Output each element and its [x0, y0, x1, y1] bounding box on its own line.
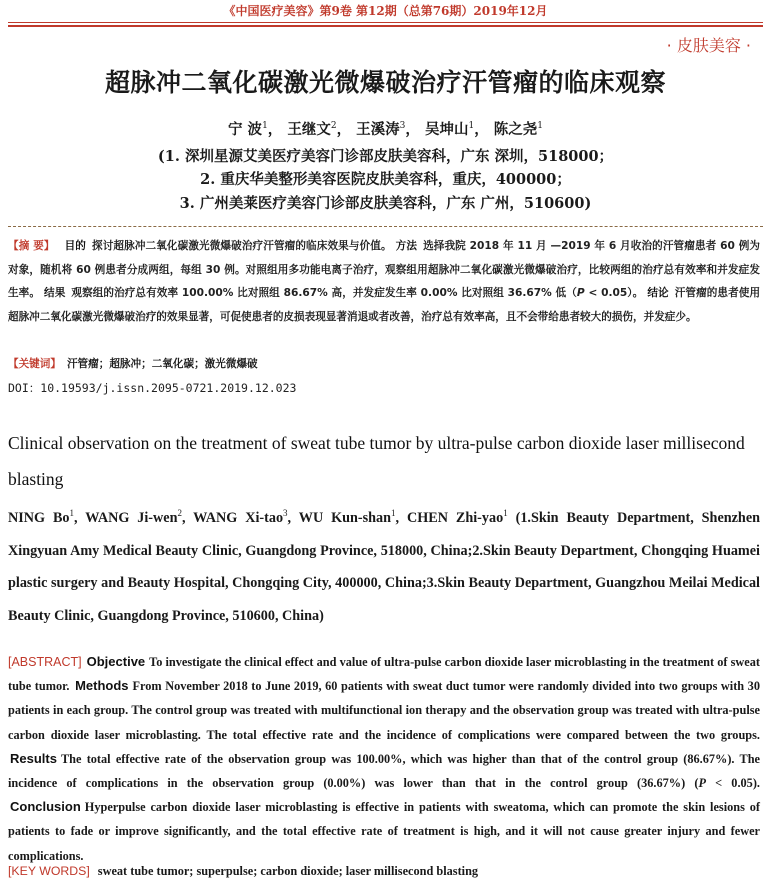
chinese-title: 超脉冲二氧化碳激光微爆破治疗汗管瘤的临床观察 [104, 68, 666, 97]
author-affiliation-mark: 1 [262, 121, 268, 131]
objective-heading: 目的 [64, 240, 87, 252]
author-name: 王继文 [287, 121, 331, 138]
author-name: WANG Xi-tao [193, 510, 284, 526]
author-separator: , [74, 510, 86, 526]
english-authors [8, 497, 760, 632]
conclusion-text: 汗管瘤的患者使用超脉冲二氧化碳激光微爆破治疗的效果显著，可促使患者的皮损表现显著消退或者改善，治疗总有效率高，且不会带给患者较大的损伤，并发症少。 [8, 287, 761, 323]
methods-text: From November 2018 to June 2019, 60 patients with sweat duct tumor were randomly divided into two groups with 30 patients in each group. The control group was treated with multifunctional ion therapy and the observation group was treated with ultra-pulse carbon dioxide laser microblasting. The total effective rate and the incidence of complications were compared between the two groups. [8, 679, 760, 742]
author-affiliation-mark: 1 [537, 121, 543, 131]
p-value-symbol: P [576, 287, 585, 300]
abstract-label: [ABSTRACT] [8, 655, 82, 669]
p-value-symbol: P [698, 776, 706, 791]
author-separator: , [181, 510, 194, 526]
keywords-label: 【关键词】 [8, 358, 61, 370]
chinese-abstract [8, 235, 760, 329]
results-text: The total effective rate of the observation group was 100.00%, which was higher than that of the control group (86.67%). The incidence of complications in the observation group (0.00%) was lower than that in the control group (36.67%) ( [8, 751, 760, 791]
column-tag: · 皮肤美容 · [666, 36, 751, 55]
author-affiliation-mark: 3 [283, 508, 288, 518]
author-name: CHEN Zhi-yao [406, 510, 504, 526]
author-name: WU Kun-shan [298, 510, 392, 526]
author-separator: ， [336, 121, 352, 138]
methods-heading: 方法 [395, 240, 418, 252]
section-divider [8, 226, 763, 227]
english-abstract [8, 650, 760, 868]
header-rule-bottom [8, 25, 763, 27]
author-name: 陈之尧 [493, 121, 538, 138]
author-separator: , [395, 510, 407, 526]
abstract-label: 【摘 要】 [8, 240, 55, 252]
methods-heading: Methods [75, 678, 129, 694]
results-heading: 结果 [44, 287, 66, 300]
keywords-text: sweat tube tumor; superpulse; carbon dioxide; laser millisecond blasting [97, 864, 479, 878]
conclusion-text: Hyperpulse carbon dioxide laser microblasting is effective in patients with sweatoma, which can promote the skin lesions of patients to fade or improve significantly, and the total effective rate of treatment is high, and it will not cause greater injury and fewer complications. [8, 800, 760, 863]
author-separator: ， [267, 121, 283, 138]
chinese-affiliation-3: 3. 广州美莱医疗美容门诊部皮肤美容科，广东 广州，510600) [179, 195, 592, 212]
author-affiliation-mark: 1 [468, 121, 475, 131]
chinese-authors [0, 118, 771, 139]
chinese-affiliation-1: (1. 深圳星源艾美医疗美容门诊部皮肤美容科，广东 深圳，518000； [157, 148, 614, 165]
results-text-end: < 0.05). [705, 776, 760, 791]
objective-text: To investigate the clinical effect and value of ultra-pulse carbon dioxide laser microblasting in the treatment of sweat tube tumor. [8, 655, 760, 694]
results-text-end: < 0.05）。 [584, 287, 644, 300]
doi: DOI：10.19593/j.issn.2095-0721.2019.12.023 [8, 381, 297, 395]
results-text: 观察组的治疗总有效率 100.00% 比对照组 86.67% 高，并发症发生率 0.00% 比对照组 36.67% 低（ [71, 287, 577, 300]
english-affiliations: (1.Skin Beauty Department, Shenzhen Xingyuan Amy Medical Beauty Clinic, Guangdong Province, 518000, China;2.Skin Beauty Department, Chongqing Huamei plastic surgery and Beauty Hospital, Chongqing City, 400000, China;3.Skin Beauty Department, Guangzhou Meilai Medical Beauty Clinic, Guangdong Province, 510600, China) [8, 510, 761, 624]
author-name: 宁 波 [228, 121, 263, 138]
english-keywords [8, 864, 760, 879]
results-heading: Results [10, 750, 57, 766]
author-affiliation-mark: 2 [177, 508, 182, 518]
keywords-text: 汗管瘤；超脉冲；二氧化碳；激光微爆破 [66, 358, 258, 370]
author-affiliation-mark: 3 [399, 121, 406, 131]
keywords-label: [KEY WORDS] [8, 864, 90, 878]
chinese-keywords [8, 356, 760, 371]
author-separator: ， [405, 121, 420, 138]
objective-heading: Objective [86, 654, 146, 669]
author-separator: ， [474, 121, 489, 138]
author-name: 吴坤山 [424, 121, 469, 138]
english-title: Clinical observation on the treatment of sweat tube tumor by ultra-pulse carbon dioxide laser millisecond blasting [8, 433, 745, 489]
objective-text: 探讨超脉冲二氧化碳激光微爆破治疗汗管瘤的临床效果与价值。 [92, 240, 392, 252]
author-affiliation-mark: 1 [69, 508, 75, 518]
journal-header: 《中国医疗美容》第9卷 第12期（总第76期）2019年12月 [223, 4, 548, 18]
author-affiliation-mark: 1 [391, 508, 396, 518]
methods-text: 选择我院 2018 年 11 月 —2019 年 6 月收治的汗管瘤患者 60 例为对象，随机将 60 例患者分成两组，每组 30 例。对照组用多功能电离子治疗，观察组用超脉冲二氧化碳激光微爆破治疗，比较两组的治疗总有效率和并发症发生率。 [8, 240, 760, 300]
author-name: 王溪涛 [356, 121, 400, 138]
author-affiliation-mark: 2 [330, 121, 337, 131]
header-rule-top [8, 22, 763, 23]
author-separator: , [287, 510, 299, 526]
author-name: NING Bo [8, 510, 70, 526]
chinese-affiliation-2: 2. 重庆华美整形美容医院皮肤美容科，重庆，400000； [200, 171, 571, 188]
author-name: WANG Ji-wen [85, 510, 178, 526]
author-affiliation-mark: 1 [503, 508, 508, 518]
conclusion-heading: 结论 [647, 287, 669, 300]
conclusion-heading: Conclusion [10, 799, 81, 815]
